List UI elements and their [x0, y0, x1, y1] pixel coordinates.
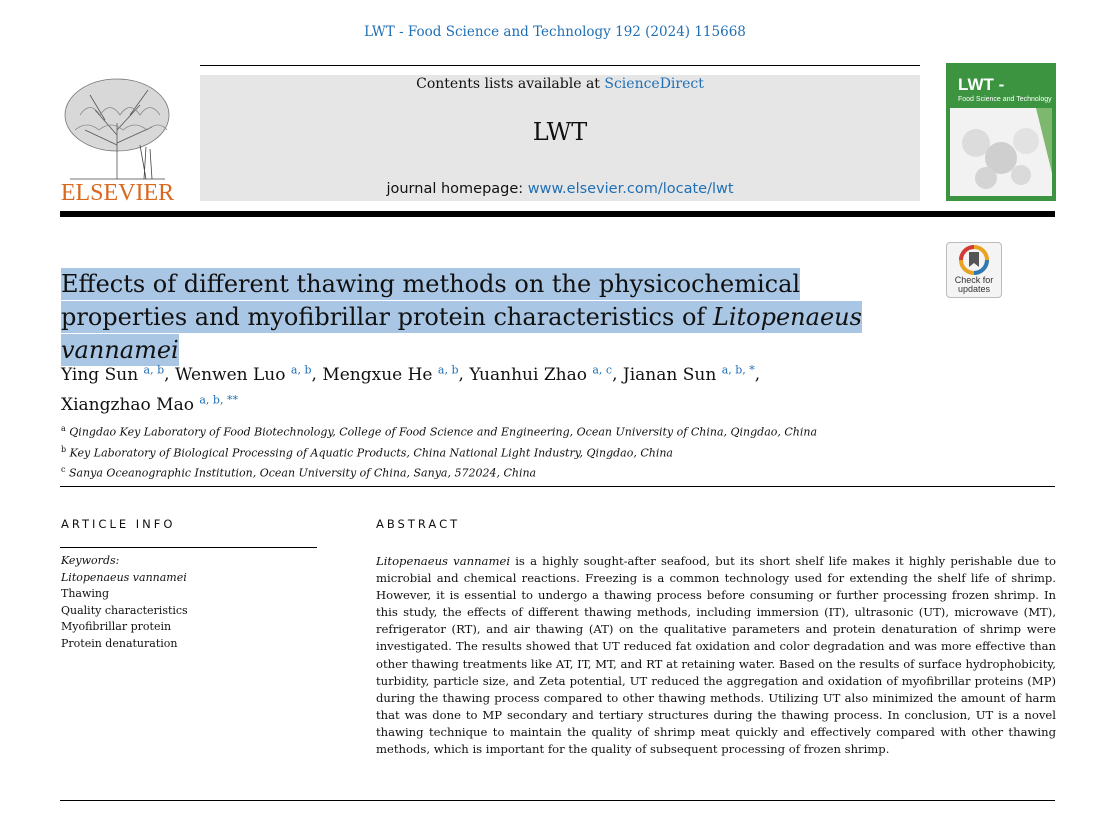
abstract-lead-species: Litopenaeus vannamei [376, 554, 511, 568]
affiliation-item: $^a$ Qingdao Key Laboratory of Food Biotechnology, College of Food Science and Engineering, Ocean University of China, Qingdao, China [61, 424, 818, 439]
keywords-list [61, 553, 311, 652]
check-for-updates-label [947, 276, 1001, 294]
keyword-item: Myofibrillar protein [61, 620, 172, 633]
bottom-rule [60, 800, 1055, 801]
article-info-heading: ARTICLE INFO [61, 517, 176, 531]
keyword-item: Quality characteristics [61, 603, 188, 617]
abstract-body: is a highly sought-after seafood, but its short shelf life makes it highly perishable due to microbial and chemical reactions. Freezing is a common technology used for extending the shelf life of shrimp. However, it is essential to undergo a thawing process before consuming or further processing frozen shrimp. In this study, the effects of different thawing methods, including immersion (IT), ultrasonic (UT), microwave (MT), refrigerator (RT), and air thawing (AT) on the qualitative parameters and protein denaturation of shrimp were investigated. The results showed that UT reduced fat oxidation and color degradation and was more effective than other thawing treatments like AT, IT, MT, and RT at retaining water. Based on the results of surface hydrophobicity, turbidity, particle size, and Zeta potential, UT reduced the aggregation and oxidation of myofibrillar proteins (MP) during the thawing process compared to other thawing methods. Utilizing UT also minimized the amount of harm that was done to MP secondary and tertiary structures during the thawing process. In conclusion, UT is a novel thawing technique to maintain the quality of shrimp meat quickly and effectively compared with other thawing methods, which is important for the quality of subsequent processing of frozen shrimp. [376, 554, 1057, 757]
journal-homepage-link[interactable]: www.elsevier.com/locate/lwt [527, 181, 734, 197]
journal-name: LWT [532, 118, 588, 146]
affiliation-item: $^b$ Key Laboratory of Biological Processing of Aquatic Products, China National Light Industry, Qingdao, China [61, 444, 673, 460]
cover-subtitle: Food Science and Technology [958, 96, 1052, 103]
header-thick-rule [60, 211, 1055, 217]
author[interactable]: Yuanhui Zhao $^{a, c}$ [469, 363, 613, 385]
title-text: Effects of different thawing methods on the physicochemical properties and myofibrillar protein characteristics of [61, 270, 801, 331]
keyword-item: Protein denaturation [61, 636, 178, 650]
keywords-label: Keywords: [61, 554, 120, 567]
author[interactable]: Wenwen Luo $^{a, b}$ [174, 363, 312, 385]
check-for-updates-badge[interactable] [946, 242, 1002, 298]
author-list: Ying Sun $^{a, b}$, Wenwen Luo $^{a, b}$, Mengxue He $^{a, b}$, Yuanhui Zhao $^{a, c}$, Jianan Sun $^{a, b, *}$, Xiangzhao Mao $^{a, b, **}$ [61, 363, 761, 416]
badge-line-1: Check for [954, 275, 994, 285]
journal-cover-image[interactable] [946, 63, 1056, 201]
contents-prefix: Contents lists available at [416, 76, 605, 92]
article-title [61, 268, 921, 367]
author[interactable]: Mengxue He $^{a, b}$ [322, 363, 459, 385]
journal-citation-link[interactable]: LWT - Food Science and Technology 192 (2024) 115668 [364, 24, 746, 40]
article-info-rule [60, 547, 317, 548]
author[interactable]: Xiangzhao Mao $^{a, b, **}$ [61, 393, 238, 416]
keyword-item: Litopenaeus vannamei [61, 570, 187, 584]
elsevier-wordmark: ELSEVIER [60, 180, 175, 206]
homepage-prefix: journal homepage: [386, 181, 528, 197]
keyword-item: Thawing [61, 587, 110, 600]
bookmark-icon [947, 243, 1001, 277]
affiliations [61, 420, 961, 482]
abstract-text [376, 553, 1056, 758]
section-divider [60, 486, 1055, 487]
author[interactable]: Jianan Sun $^{a, b, *}$ [622, 363, 755, 385]
sciencedirect-link[interactable]: ScienceDirect [604, 76, 704, 92]
cover-title: LWT - [958, 75, 1005, 94]
author[interactable]: Ying Sun $^{a, b}$ [61, 363, 165, 385]
header-top-rule [200, 65, 920, 66]
abstract-heading: ABSTRACT [376, 517, 461, 531]
journal-homepage-line [200, 181, 920, 197]
title-species: Litopenaeus vannamei [61, 303, 862, 364]
badge-line-2: updates [957, 284, 991, 294]
affiliation-item: $^c$ Sanya Oceanographic Institution, Ocean University of China, Sanya, 572024, China [61, 465, 537, 480]
contents-lists-line [200, 76, 920, 92]
